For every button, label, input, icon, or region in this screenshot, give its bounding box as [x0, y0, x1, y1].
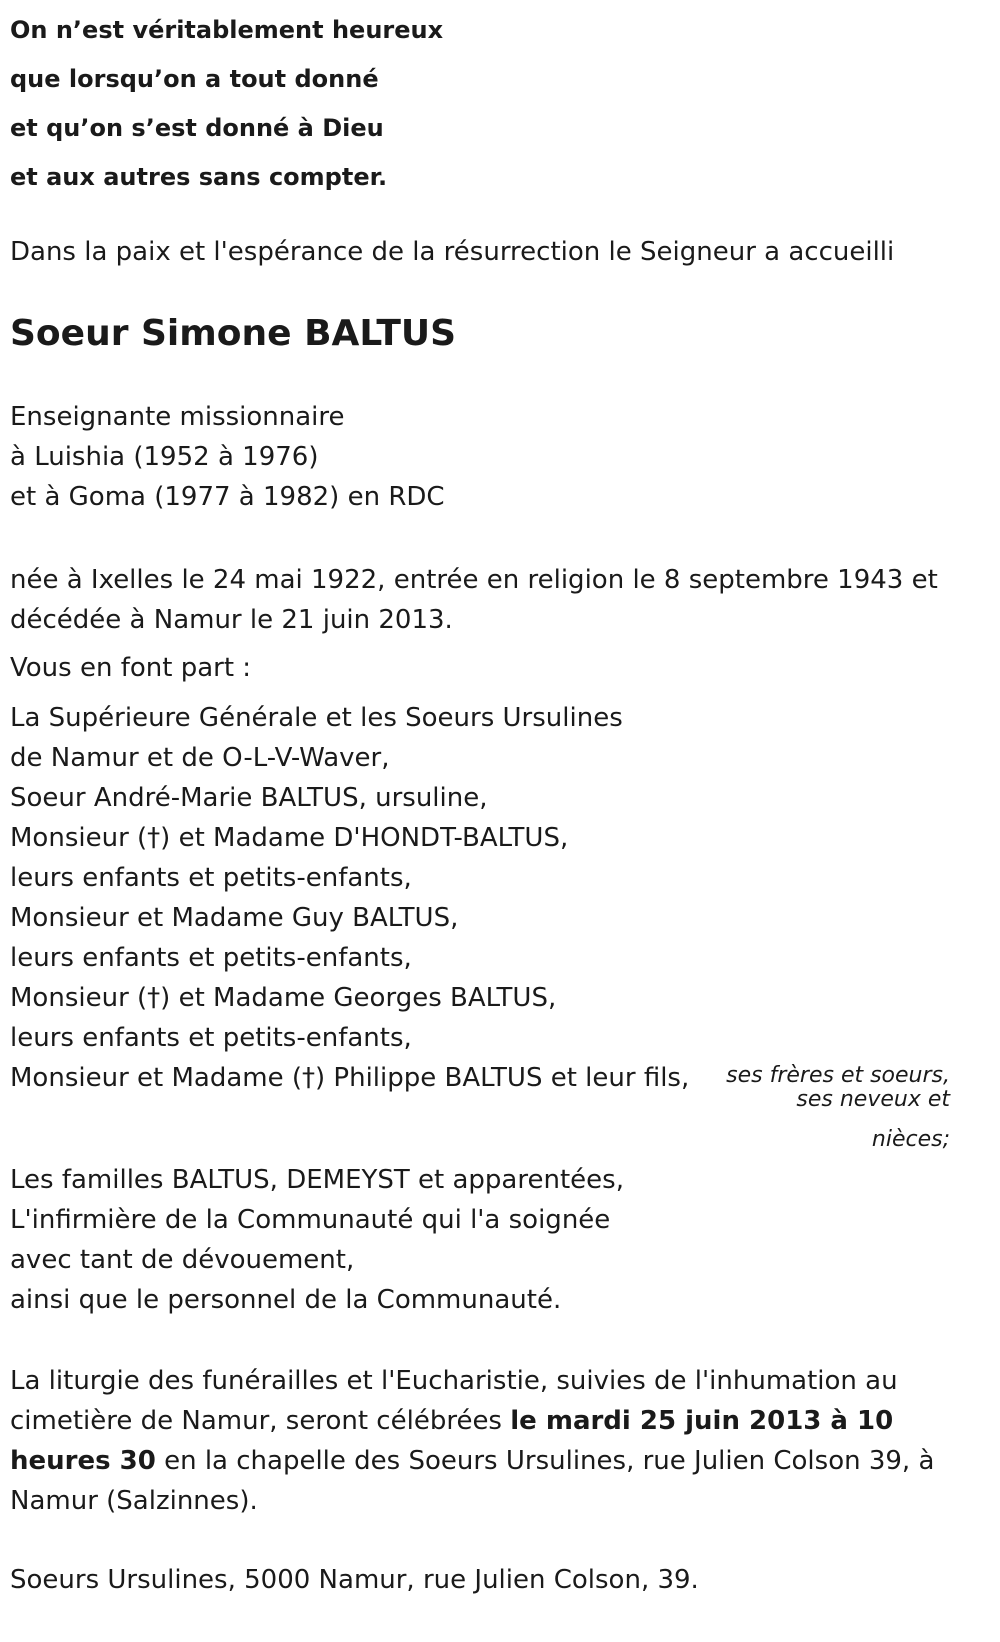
quote-line: On n’est véritablement heureux [10, 16, 444, 44]
deceased-name: Soeur Simone BALTUS [10, 313, 457, 354]
family-line: Monsieur et Madame (†) Philippe BALTUS et leur fils, [10, 1063, 690, 1093]
quote-line: que lorsqu’on a tout donné [10, 65, 379, 93]
family-line: leurs enfants et petits-enfants, [10, 943, 412, 973]
others-line: avec tant de dévouement, [10, 1245, 355, 1275]
family-line: Monsieur (†) et Madame Georges BALTUS, [10, 983, 557, 1013]
announcement-heading: Vous en font part : [10, 653, 252, 683]
family-line: Soeur André-Marie BALTUS, ursuline, [10, 783, 488, 813]
opening-quote [10, 6, 443, 202]
family-line: de Namur et de O-L-V-Waver, [10, 743, 390, 773]
funeral-text: La liturgie des funérailles et l'Eucharistie, suivies de l'inhumation au cimetière de Namur, seront célébrées [10, 1366, 898, 1436]
family-line: La Supérieure Générale et les Soeurs Ursulines [10, 703, 623, 733]
family-line: leurs enfants et petits-enfants, [10, 863, 412, 893]
mission-line: à Luishia (1952 à 1976) [10, 442, 319, 472]
intro-text: Dans la paix et l'espérance de la résurrection le Seigneur a accueilli [10, 237, 895, 267]
relationship-line: nièces; [871, 1127, 950, 1152]
family-line: Monsieur et Madame Guy BALTUS, [10, 903, 459, 933]
life-dates: née à Ixelles le 24 mai 1922, entrée en religion le 8 septembre 1943 et décédée à Namur le 21 juin 2013. [10, 565, 938, 635]
quote-line: et qu’on s’est donné à Dieu [10, 114, 384, 142]
funeral-datetime: le mardi 25 juin 2013 à 10 heures 30 [10, 1406, 894, 1476]
mission-line: et à Goma (1977 à 1982) en RDC [10, 482, 445, 512]
quote-line: et aux autres sans compter. [10, 163, 388, 191]
relationship-note [726, 1064, 950, 1152]
mission-description [10, 397, 445, 517]
funeral-text: en la chapelle des Soeurs Ursulines, rue Julien Colson 39, à Namur (Salzinnes). [10, 1446, 935, 1516]
relationship-line: ses neveux et [796, 1087, 950, 1112]
funeral-details [10, 1361, 970, 1521]
others-list [10, 1160, 624, 1320]
others-line: Les familles BALTUS, DEMEYST et apparentées, [10, 1165, 624, 1195]
others-line: ainsi que le personnel de la Communauté. [10, 1285, 562, 1315]
contact-address: Soeurs Ursulines, 5000 Namur, rue Julien Colson, 39. [10, 1565, 699, 1595]
family-list [10, 698, 689, 1098]
family-line: leurs enfants et petits-enfants, [10, 1023, 412, 1053]
others-line: L'infirmière de la Communauté qui l'a soignée [10, 1205, 611, 1235]
mission-line: Enseignante missionnaire [10, 402, 345, 432]
family-line: Monsieur (†) et Madame D'HONDT-BALTUS, [10, 823, 569, 853]
relationship-line: ses frères et soeurs, [726, 1063, 950, 1088]
